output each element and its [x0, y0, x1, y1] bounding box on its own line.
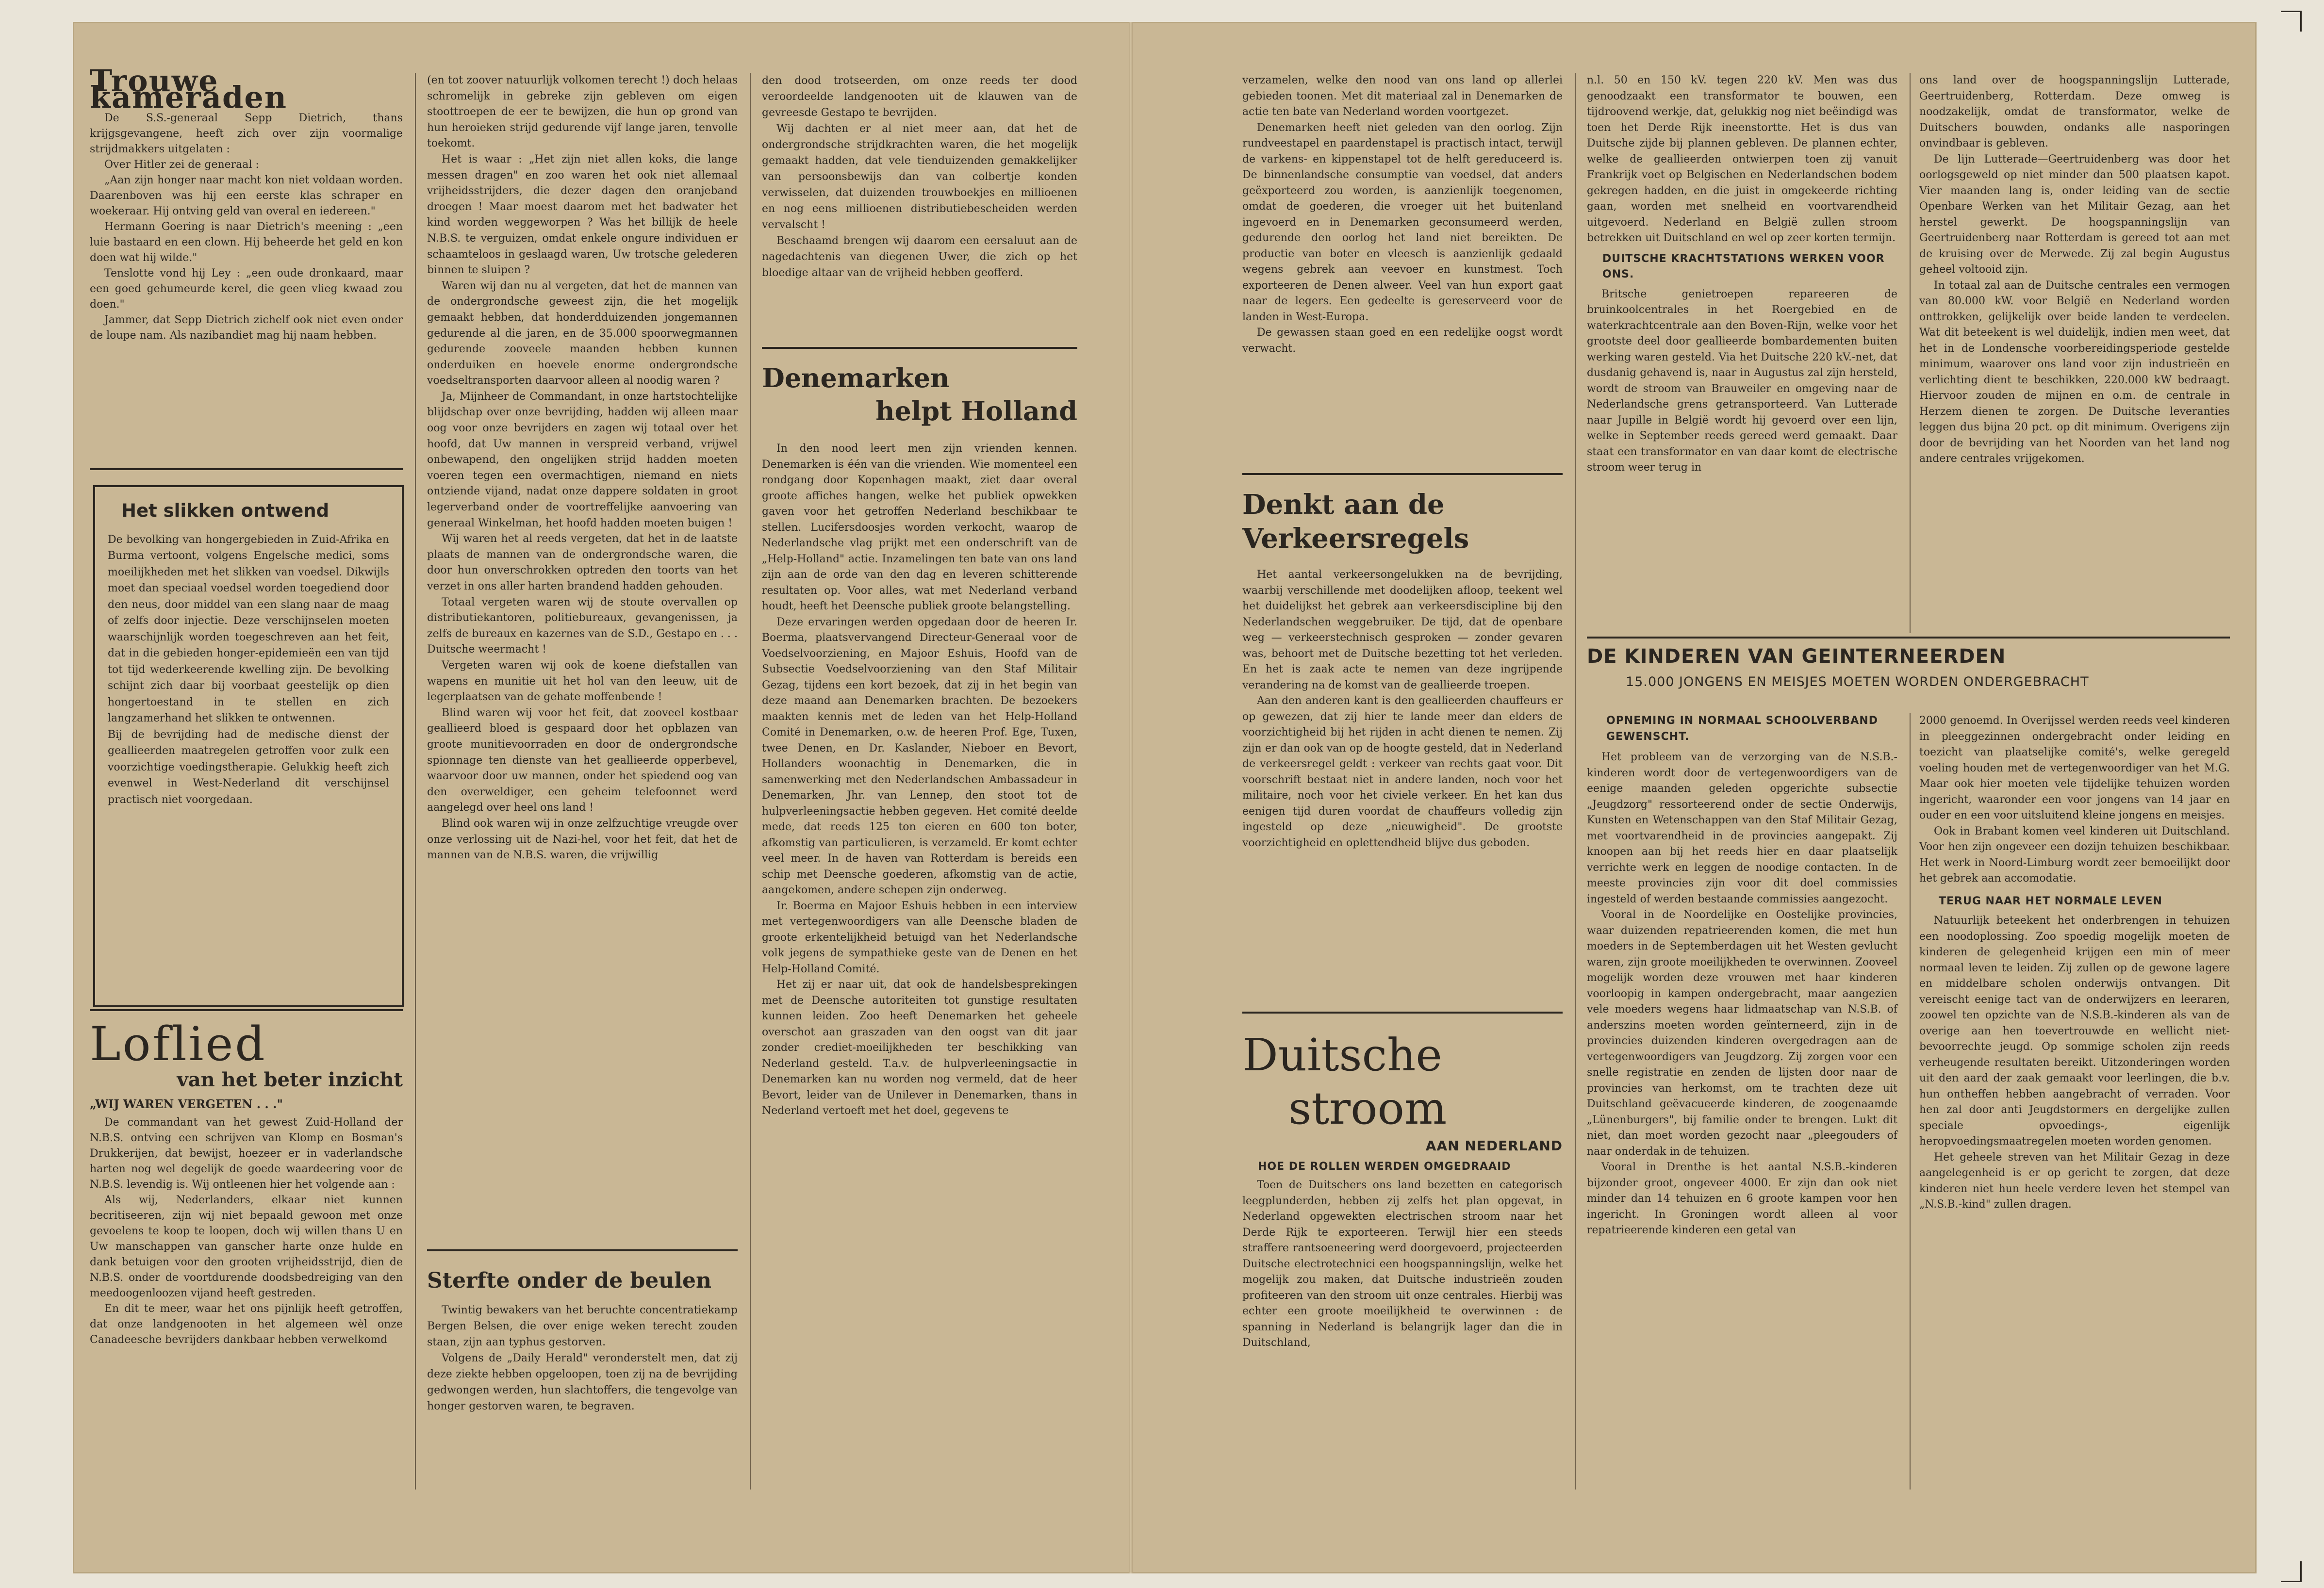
- slikken-title: Het slikken ontwend: [121, 500, 330, 521]
- paragraph: Vergeten waren wij ook de koene diefstallen van wapens en munitie uit het hol van den leeuw, uit de legerplaatsen van de gehate moffenbende !: [427, 659, 738, 704]
- paragraph: De commandant van het gewest Zuid-Holland der N.B.S. ontving een schrijven van Klomp en Bosman's Drukkerijen, dat bewijst, hoezeer er in vaderlandsche harten nog wel degelijk de goede waardeering voor de N.B.S. levendig is. Wij ontleenen hier het volgende aan :: [90, 1116, 403, 1191]
- divider: [1242, 473, 1563, 475]
- divider: [427, 1249, 738, 1251]
- paragraph: (en tot zoover natuurlijk volkomen terecht !) doch helaas schromelijk in gebreke zijn gebleven om eigen stoottroepen de eer te bewijzen, die hun op grond van hun heroieken strijd gedurende vijf lange jaren, tenvolle toekomt.: [427, 74, 738, 150]
- paragraph: Het probleem van de verzorging van de N.S.B.-kinderen wordt door de vertegenwoordigers van de eenige maanden geleden opgerichte subsectie „Jeugdzorg" ressorteerend onder de sectie Onderwijs, Kunsten en Wetenschappen van den Staf Militair Gezag, met voortvarendheid in de provincies aangepakt. Zij knoopen aan bij het reeds hier en daar plaatselijk verrichte werk en leggen de noodige contacten. In de meeste provincies zijn voor dit doel commissies ingesteld of werden bestaande commissies aangezocht.: [1587, 751, 1897, 905]
- paragraph: De S.S.-generaal Sepp Dietrich, thans krijgsgevangene, heeft zich over zijn voormalige strijdmakkers uitgelaten :: [90, 112, 403, 156]
- slikken-body: [108, 532, 389, 808]
- paragraph: Ir. Boerma en Majoor Eshuis hebben in een interview met vertegenwoordigers van alle Deensche bladen de groote erkentelijkheid betuigd van het Nederlandsche volk jegens de sympathieke geste van de Denen en het Help-Holland Comité.: [762, 900, 1077, 975]
- trouwe-title: Trouwe kameraden: [90, 63, 287, 115]
- paragraph: Het zij er naar uit, dat ook de handelsbesprekingen met de Deensche autoriteiten tot gunstige resultaten kunnen leiden. Zoo heeft Denemarken het geheele overschot aan graszaden van den oogst van dit jaar zonder crediet-moeilijkheden ter beschikking van Nederland gesteld. T.a.v. de hulpverleeningsactie in Denemarken kan nu worden nog vermeld, dat de heer Bevort, leider van de Unilever in Denemarken, thans in Nederland vertoeft met het doel, gegevens te: [762, 979, 1077, 1117]
- paragraph: Blind waren wij voor het feit, dat zooveel kostbaar geallieerd bloed is gespaard door het opblazen van groote munitievoorraden en door de ondergrondsche spionnage ten dienste van het geallieerde opperbevel, waarvoor door uw mannen, onder het spiedend oog van den overweldiger, een geheim telefoonnet werd aangelegd over heel ons land !: [427, 706, 738, 814]
- paragraph: verzamelen, welke den nood van ons land op allerlei gebieden toonen. Met dit materiaal zal in Denemarken de actie ten bate van Nederland worden voortgezet.: [1242, 74, 1563, 118]
- column-separator: [415, 73, 416, 1490]
- paragraph: Beschaamd brengen wij daarom een eersaluut aan de nagedachtenis van diegenen Uwer, die zich op het bloedige altaar van de vrijheid hebben geofferd.: [762, 235, 1077, 279]
- paragraph: Wij waren het al reeds vergeten, dat het in de laatste plaats de mannen van de ondergrondsche waren, die door hun onverschrokken optreden den toorts van het verzet in ons aller harten brandend hadden gehouden.: [427, 533, 738, 592]
- divider: [90, 468, 403, 470]
- paragraph: Deze ervaringen werden opgedaan door de heeren Ir. Boerma, plaatsvervangend Directeur-Generaal voor de Voedselvoorziening, en Majoor Eshuis, Hoofd van de Subsectie Voedselvoorziening van den Staf Militair Gezag, tijdens een kort bezoek, dat zij in het begin van deze maand aan Denemarken brachten. De bezoekers maakten kennis met de leden van het Help-Holland Comité in Denemarken, o.w. de heeren Prof. Ege, Tuxen, twee Denen, en Dr. Kaslander, Nieboer en Bevort, Hollanders woonachtig in Denemarken, die in samenwerking met den Nederlandschen Ambassadeur in Denemarken, Jhr. van Lennep, den stoot tot de hulpverleeningsactie hebben gegeven. Het comité deelde mede, dat reeds 125 ton eieren en 600 ton boter, afkomstig van particulieren, is verzameld. Er komt echter veel meer. In de haven van Rotterdam is bereids een schip met Deensche goederen, afkomstig van de actie, aangekomen, andere schepen zijn onderweg.: [762, 616, 1077, 896]
- paragraph: Twintig bewakers van het beruchte concentratiekamp Bergen Belsen, die over enige weken terecht zouden staan, zijn aan typhus gestorven.: [427, 1304, 738, 1348]
- column-2: [427, 73, 738, 864]
- sterfte-title: Sterfte onder de beulen: [427, 1268, 711, 1293]
- paragraph: Jammer, dat Sepp Dietrich zichelf ook niet even onder de loupe nam. Als nazibandiet mag hij naam hebben.: [90, 314, 403, 342]
- paragraph: Natuurlijk beteekent het onderbrengen in tehuizen een noodoplossing. Zoo spoedig mogelijk moeten de kinderen de gelegenheid krijgen een min of meer normaal leven te leiden. Zij zullen op de gewone lagere en middelbare scholen onderwijs ontvangen. Dit vereischt eenige tact van de onderwijzers en leeraren, zoowel ten opzichte van de N.S.B.-kinderen als van de overige aan hen toevertrouwde en wellicht niet-bevoorrechte jeugd. Op sommige scholen zijn reeds verheugende resultaten bereikt. Uitzonderingen worden uit den aard der zaak gemaakt voor leerlingen, die b.v. hun ontheffen hebben aangebracht of verraden. Voor hen zal door anti Jeugdstormers en dergelijke zullen speciale opvoedings-, eigenlijk heropvoedingsmaatregelen moeten worden genomen.: [1919, 915, 2230, 1147]
- kinderen-title: DE KINDEREN VAN GEINTERNEERDEN: [1587, 645, 2006, 668]
- paragraph: Toen de Duitschers ons land bezetten en categorisch leegplunderden, hebben zij zelfs het plan opgevat, in Nederland opgewekten electrischen stroom naar het Derde Rijk te exporteeren. Terwijl hier een steeds straffere rantsoeneering werd doorgevoerd, projecteerden Duitsche electrotechnici een hoogspanningslijn, welke het mogelijk zou maken, dat Duitsche industrieën zouden profiteeren van den stroom uit onze centrales. Hierbij was echter een groote moeilijkheid te overwinnen : de spanning in Nederland is belangrijk lager dan die in Duitschland,: [1242, 1179, 1563, 1349]
- divider: [90, 1009, 403, 1011]
- paragraph: „Aan zijn honger naar macht kon niet voldaan worden. Daarenboven was hij een eerste klas schraper en woekeraar. Hij ontving geld van overal en iedereen.": [90, 174, 403, 218]
- paragraph: Ja, Mijnheer de Commandant, in onze hartstochtelijke blijdschap over onze bevrijding, hadden wij alleen maar oog voor onze bevrijders en zagen wij totaal over het hoofd, dat Uw mannen in verspreid verband, vrijwel onbewapend, den ongelijken strijd hadden moeten voeren tegen een overmachtigen, niemand en niets ontziende vijand, nadat onze dappere soldaten in groot legerverband onder de voortreffelijke aanvoering van generaal Winkelman, het hoofd hadden moeten buigen !: [427, 390, 738, 529]
- loflied-column: [90, 1016, 403, 1348]
- kinderen-column-2: [1919, 713, 2230, 1213]
- stroom-title-1: Duitsche: [1242, 1029, 1442, 1081]
- column-4: [1242, 73, 1563, 357]
- column-6: [1919, 73, 2230, 467]
- kinderen-column-1: [1587, 713, 1897, 1239]
- sterfte-article: [427, 1266, 738, 1414]
- stroom-article: [1242, 1029, 1563, 1351]
- divider: [1587, 637, 2230, 638]
- loflied-kicker: „WIJ WAREN VERGETEN . . .": [90, 1097, 283, 1111]
- kinderen-header: [1587, 645, 2230, 689]
- denemarken-title-1: Denemarken: [762, 362, 950, 393]
- loflied-subtitle: van het beter inzicht: [177, 1068, 403, 1091]
- kinderen-kicker: OPNEMING IN NORMAAL SCHOOLVERBAND GEWENSCHT.: [1606, 715, 1878, 743]
- paragraph: Het aantal verkeersongelukken na de bevrijding, waarbij verschillende met doodelijken afloop, teekent wel het duidelijkst het gebrek aan verkeersdiscipline bij den Nederlandschen weggebruiker. De tijd, dat de openbare weg — verkeerstechnisch gesproken — zonder gevaren was, behoort met de Duitsche bezetting tot het verleden. En het is zaak acte te nemen van deze ingrijpende verandering na de komst van de geallieerde troepen.: [1242, 569, 1563, 691]
- paragraph: Wij dachten er al niet meer aan, dat het de ondergrondsche strijdkrachten waren, die het mogelijk gemaakt hadden, dat vele tienduizenden gemakkelijker van persoonsbewijs dan van colbertje konden verwisselen, dat duizenden trouwboekjes en millioenen en nog eens millioenen distributiebescheiden werden vervalscht !: [762, 123, 1077, 231]
- paragraph: Totaal vergeten waren wij de stoute overvallen op distributiekantoren, politiebureaux, gevangenissen, ja zelfs de bureaux en kazernes van de S.D., Gestapo en . . . Duitsche weermacht !: [427, 596, 738, 656]
- paragraph: Bij de bevrijding had de medische dienst der geallieerden maatregelen getroffen voor zulk een voorzichtige voedingstherapie. Gelukkig heeft zich evenwel in West-Nederland dit verschijnsel practisch niet voorgedaan.: [108, 728, 389, 806]
- stroom-subhead: DUITSCHE KRACHTSTATIONS WERKEN VOOR ONS.: [1602, 252, 1885, 280]
- verkeer-article: [1242, 488, 1563, 851]
- divider: [762, 347, 1077, 349]
- paragraph: Vooral in de Noordelijke en Oostelijke provincies, waar duizenden repatrieerenden komen, die met hun moeders in de Septemberdagen uit het Westen gevlucht waren, zijn groote moeilijkheden te overwinnen. Zooveel mogelijk worden deze vrouwen met haar kinderen voorloopig in kampen ondergebracht, maar aangezien vele moeders wegens haar lidmaatschap van N.S.B. of anderszins moeten worden geïnterneerd, zijn in de provincies duizenden kinderen overgedragen aan de vertegenwoordigers van Jeugdzorg. Zij zorgen voor een snelle registratie en zenden de lijsten door naar de provincies van herkomst, om te trachten deze uit Duitschland geëvacueerde kinderen, de zoogenaamde „Lünenburgers", bij familie onder te brengen. Lukt dit niet, dan moet worden gezocht naar „pleegouders of naar onderdak in de tehuizen.: [1587, 909, 1897, 1158]
- column-separator: [750, 73, 751, 1490]
- paragraph: De bevolking van hongergebieden in Zuid-Afrika en Burma vertoont, volgens Engelsche medici, soms moeilijkheden met het slikken van voedsel. Dikwijls moet dan speciaal voedsel worden toegediend door den neus, door middel van een slang naar de maag of zelfs door injectie. Deze verschijnselen moeten waarschijnlijk worden toegeschreven aan het feit, dat in die gebieden honger-epidemieën een van tijd tot tijd wederkeerende kwelling zijn. De bevolking schijnt zich daar bij voorbaat geestelijk op dien hongertoestand in te stellen en zich langzamerhand het slikken te ontwennen.: [108, 533, 389, 724]
- slikken-box: [93, 485, 404, 1007]
- paragraph: Waren wij dan nu al vergeten, dat het de mannen van de ondergrondsche geweest zijn, die het mogelijk gemaakt hebben, dat honderdduizenden jongemannen gedurende al die jaren, en de 35.000 spoorwegmannen gedurende zooveele maanden hebben kunnen onderduiken en hoevele enorme ondergrondsche voedseltransporten daarvoor alleen al noodig waren ?: [427, 279, 738, 387]
- paragraph: Britsche genietroepen repareeren de bruinkoolcentrales in het Roergebied en de waterkrachtcentrale aan den Boven-Rijn, welke voor het grootste deel door geallieerde bombardementen buiten werking waren gesteld. Via het Duitsche 220 kV.-net, dat dusdanig gehavend is, naar in Augustus zal zijn hersteld, wordt de stroom van Brauweiler en omgeving naar de Nederlandsche grens getransporteerd. Van Lutterade naar Jupille in België wordt hij gevoerd over een lijn, welke in September reeds gereed werd gemaakt. Daar staat een transformator en van daar komt de electrische stroom weer terug in: [1587, 288, 1897, 474]
- column-separator: [1910, 73, 1911, 633]
- paragraph: Tenslotte vond hij Ley : „een oude dronkaard, maar een goed gehumeurde kerel, die geen vlieg kwaad zou doen.": [90, 267, 403, 311]
- paragraph: Volgens de „Daily Herald" veronderstelt men, dat zij deze ziekte hebben opgeloopen, toen zij na de bevrijding gedwongen werden, hun slachtoffers, die tengevolge van honger gestorven waren, te begraven.: [427, 1352, 738, 1412]
- paragraph: Blind ook waren wij in onze zelfzuchtige vreugde over onze verlossing uit de Nazi-hel, voor het feit, dat het de mannen van de N.B.S. waren, die vrijwillig: [427, 817, 738, 862]
- stroom-kicker: HOE DE ROLLEN WERDEN OMGEDRAAID: [1258, 1160, 1511, 1173]
- paragraph: Over Hitler zei de generaal :: [104, 159, 259, 171]
- paragraph: In totaal zal aan de Duitsche centrales een vermogen van 80.000 kW. voor België en Nederland worden onttrokken, gelijkelijk over beide landen te verdeelen. Wat dit beteekent is wel duidelijk, indien men weet, dat het in de Londensche voorbereidingsperiode gestelde minimum, waarover ons land voor zijn industrieën en verlichting dient te beschikken, 220.000 kW bedraagt. Hiervoor zouden de mijnen en o.m. de centrale in Herzem dienen te zorgen. De Duitsche leveranties leggen dus bijna 20 pct. op dit minimum. Overigens zijn door de bevrijding van het Noorden van het land nog andere centrales vrijgekomen.: [1919, 279, 2230, 465]
- crop-mark-top: [2281, 11, 2302, 32]
- paragraph: n.l. 50 en 150 kV. tegen 220 kV. Men was dus genoodzaakt een transformator te bouwen, een tijdroovend werkje, dat, gelukkig nog niet beëindigd was toen het Derde Rijk ineenstortte. Het is dus van Duitsche zijde bij plannen gebleven. De plannen echter, welke de geallieerden ontwierpen toen zij vanuit Frankrijk voet op Belgischen en Nederlandschen bodem gekregen hadden, en die juist in omgekeerde richting gaan, worden met snelheid en voortvarendheid uitgevoerd. Nederland en België zullen stroom betrekken uit Duitschland en wel op zeer korten termijn.: [1587, 74, 1897, 244]
- trouwe-article: [90, 111, 403, 344]
- paragraph: En dit te meer, waar het ons pijnlijk heeft getroffen, dat onze landgenooten in het algemeen wèl onze Canadeesche bevrijders dankbaar hebben verwelkomd: [90, 1303, 403, 1346]
- verkeer-title-1: Denkt aan de: [1242, 489, 1445, 521]
- paragraph: ons land over de hoogspanningslijn Lutterade, Geertruidenberg, Rotterdam. Deze omweg is noodzakelijk, omdat de transformator, welke de Duitschers bouwden, ondanks alle nasporingen onvindbaar is gebleven.: [1919, 74, 2230, 149]
- paragraph: Hermann Goering is naar Dietrich's meening : „een luie bastaard en een clown. Hij beheerde het geld en kon doen wat hij wilde.": [90, 221, 403, 264]
- column-3: [762, 73, 1077, 281]
- verkeer-title-2: Verkeersregels: [1242, 523, 1469, 555]
- column-1: [90, 63, 403, 344]
- paragraph: Ook in Brabant komen veel kinderen uit Duitschland. Voor hen zijn ongeveer een dozijn tehuizen beschikbaar. Het werk in Noord-Limburg wordt zeer bemoeilijkt door het gebrek aan accomodatie.: [1919, 825, 2230, 884]
- paragraph: Aan den anderen kant is den geallieerden chauffeurs er op gewezen, dat zij hier te lande meer dan elders de voorzichtigheid bij het rijden in acht dienen te nemen. Zij zijn er dan ook van op de hoogte gesteld, dat in Nederland de verkeersregel geldt : verkeer van rechts gaat voor. Dit voorschrift bestaat niet in andere landen, noch voor het militaire, noch voor het civiele verkeer. En het kan dus eenigen tijd duren voordat de chauffeurs volledig zijn ingesteld op deze „nieuwigheid". De grootste voorzichtigheid en oplettendheid blijve dus geboden.: [1242, 695, 1563, 849]
- paragraph: Het is waar : „Het zijn niet allen koks, die lange messen dragen" en zoo waren het ook niet allemaal vrijheidsstrijders, die dezer dagen den oranjeband droegen ! Maar moest daarom met het badwater het kind worden weggeworpen ? Was het billijk de heele N.B.S. te verguizen, omdat enkele ongure individuen er schaamteloos in geslaagd waren, Uw trotsche gelederen binnen te sluipen ?: [427, 153, 738, 277]
- paragraph: In den nood leert men zijn vrienden kennen. Denemarken is één van die vrienden. Wie momenteel een rondgang door Kopenhagen maakt, ziet daar overal groote affiches hangen, welke het publiek opwekken gaven voor het getroffen Nederland beschikbaar te stellen. Lucifersdoosjes worden verkocht, waarop de Nederlandsche vlag prijkt met een onderschrift van de „Help-Holland" actie. Inzamelingen ten bate van ons land zijn aan de orde van den dag en leveren schitterende resultaten op. Voor alles, wat met Nederland verband houdt, heeft het Deensche publiek groote belangstelling.: [762, 442, 1077, 612]
- column-separator: [1575, 73, 1576, 1490]
- paragraph: Als wij, Nederlanders, elkaar niet kunnen becritiseeren, zijn wij niet bepaald gewoon met onze gevoelens te koop te loopen, doch wij willen thans U en Uw manschappen van ganscher harte onze hulde en dank betuigen voor den grooten vrijheidsstrijd, dien de N.B.S. onder de voortdurende doodsbedreiging van den meedoogenloozen vijand heeft gestreden.: [90, 1194, 403, 1299]
- paragraph: De gewassen staan goed en een redelijke oogst wordt verwacht.: [1242, 327, 1563, 355]
- center-fold: [1129, 22, 1133, 1573]
- kinderen-subhead: TERUG NAAR HET NORMALE LEVEN: [1939, 895, 2162, 907]
- loflied-title: Loflied: [90, 1017, 267, 1071]
- paragraph: den dood trotseerden, om onze reeds ter dood veroordeelde landgenooten uit de klauwen van de gevreesde Gestapo te bevrijden.: [762, 75, 1077, 119]
- kinderen-subtitle: 15.000 JONGENS EN MEISJES MOETEN WORDEN ONDERGEBRACHT: [1626, 674, 2089, 689]
- paragraph: Het geheele streven van het Militair Gezag in deze aangelegenheid is er op gericht te zorgen, dat deze kinderen niet hun heele verdere leven het stempel van „N.S.B.-kind" zullen dragen.: [1919, 1151, 2230, 1211]
- crop-mark-bottom: [2281, 1561, 2302, 1582]
- divider: [1242, 1012, 1563, 1014]
- column-separator: [1910, 713, 1911, 1490]
- stroom-title-2: stroom: [1288, 1082, 1447, 1134]
- paragraph: Vooral in Drenthe is het aantal N.S.B.-kinderen bijzonder groot, ongeveer 4000. Er zijn dan ook niet minder dan 14 tehuizen en 6 groote kampen voor hen ingericht. In Groningen wordt alleen al voor repatrieerende kinderen een getal van: [1587, 1161, 1897, 1236]
- column-5: [1587, 73, 1897, 476]
- paragraph: 2000 genoemd. In Overijssel werden reeds veel kinderen in pleeggezinnen ondergebracht onder leiding en toezicht van plaatselijke comité's, welke geregeld voeling houden met de vertegenwoordiger van het M.G. Maar ook hier moeten vele tijdelijke tehuizen worden ingericht, waaronder een voor jongens van 14 jaar en ouder en een voor uitsluitend kleine jongens en meisjes.: [1919, 715, 2230, 821]
- stroom-subtitle: AAN NEDERLAND: [1425, 1138, 1563, 1154]
- denemarken-article: [762, 361, 1077, 1119]
- paragraph: De lijn Lutterade—Geertruidenberg was door het oorlogsgeweld op niet minder dan 500 plaatsen kapot. Vier maanden lang is, onder leiding van de sectie Openbare Werken van het Militair Gezag, aan het herstel gewerkt. De hoogspanningslijn van Geertruidenberg naar Rotterdam is gereed tot aan met de kruising over de Merwede. Zij zal begin Augustus geheel voltooid zijn.: [1919, 153, 2230, 276]
- denemarken-title-2: helpt Holland: [875, 395, 1077, 426]
- paragraph: Denemarken heeft niet geleden van den oorlog. Zijn rundveestapel en paardenstapel is practisch intact, terwijl de varkens- en kippenstapel tot de helft gereduceerd is. De binnenlandsche consumptie van voedsel, dat anders geëxporteerd zou worden, is aanzienlijk toegenomen, omdat de goederen, die vroeger uit het buitenland ingevoerd en in Denemarken geconsumeerd werden, gedurende den oorlog het land niet bereikten. De productie van boter en vleesch is aanzienlijk gedaald wegens gebrek aan veevoer en kunstmest. Toch exporteeren de Denen alweer. Veel van hun export gaat naar de legers. Een gedeelte is gereserveerd voor de landen in West-Europa.: [1242, 121, 1563, 323]
